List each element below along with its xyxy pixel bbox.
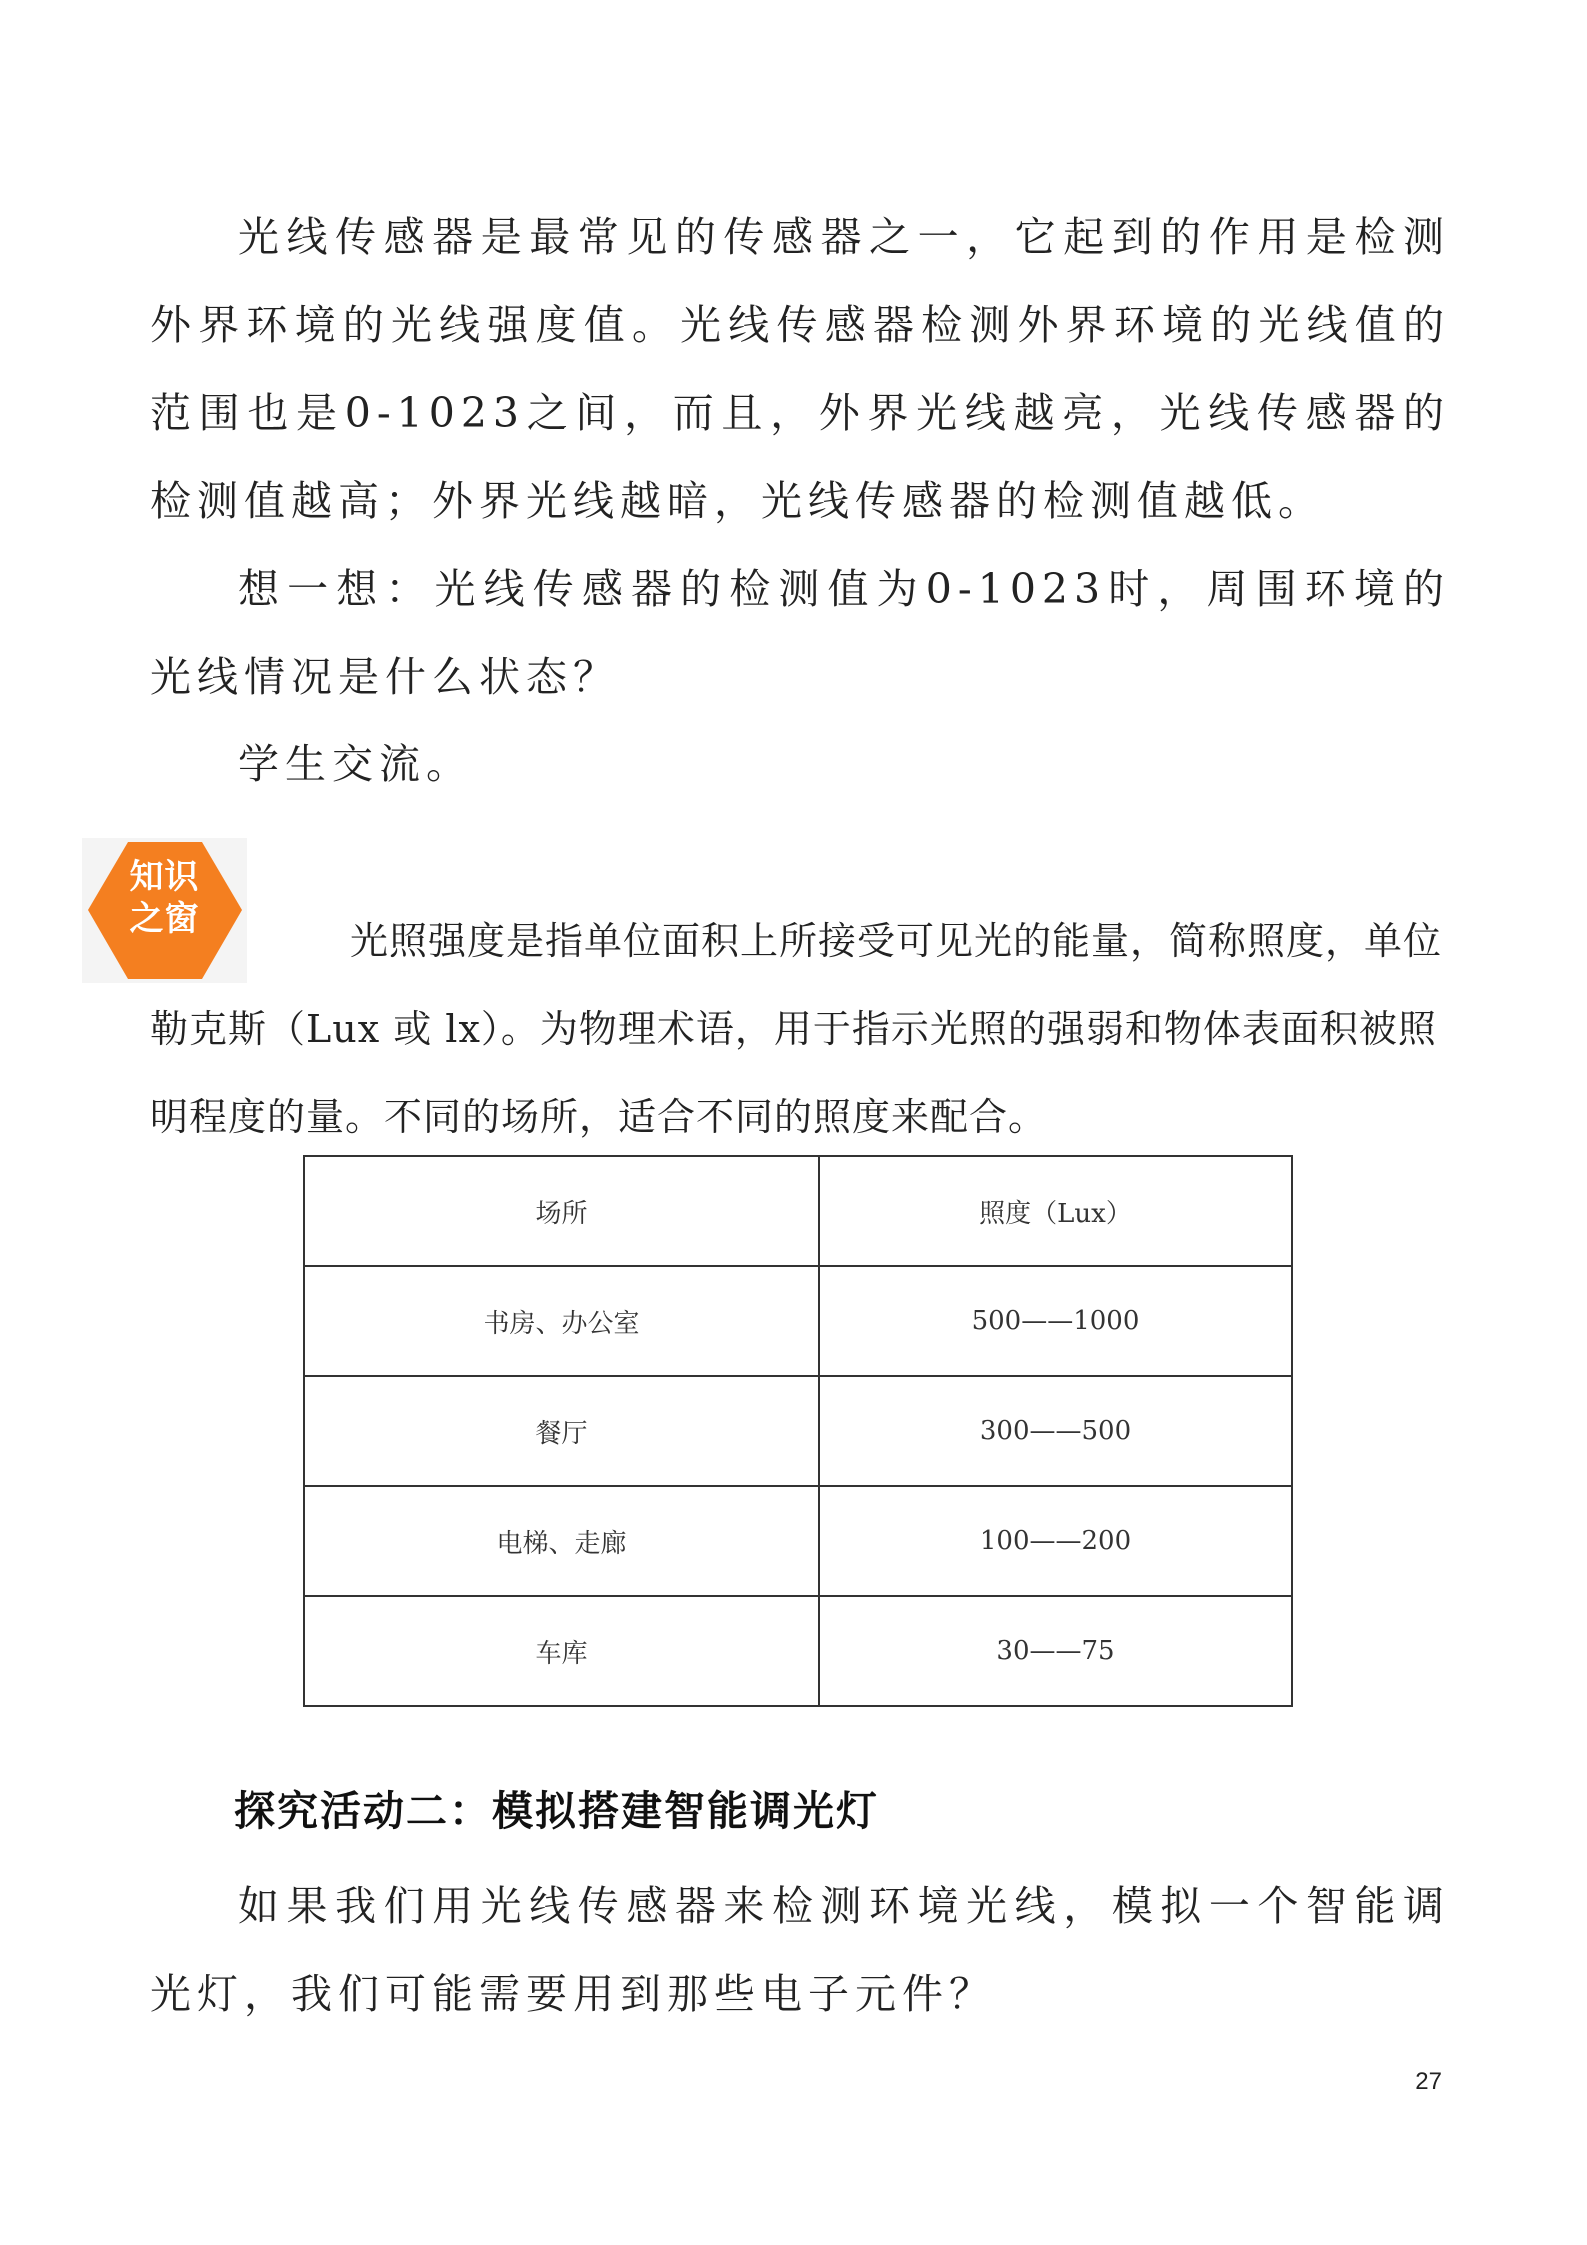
table-cell-place: 车库 [304,1596,819,1706]
table-header-lux: 照度（Lux） [819,1156,1292,1266]
table-row [304,1486,1292,1596]
table-row [304,1266,1292,1376]
student-discussion-paragraph: 学生交流。 [238,740,473,788]
table-cell-place: 电梯、走廊 [304,1486,819,1596]
intro-paragraph: 光线传感器是最常见的传感器之一，它起到的作用是检测外界环境的光线强度值。光线传感器检测外界环境的光线值的范围也是0-1023之间，而且，外界光线越亮，光线传感器的检测值越高；外界光线越暗，光线传感器的检测值越低。 [150,213,1450,525]
table-row [304,1376,1292,1486]
table-cell-lux: 30——75 [819,1596,1292,1706]
page-number: 27 [1415,2068,1442,2095]
think-question-paragraph: 想一想：光线传感器的检测值为0-1023时，周围环境的光线情况是什么状态？ [150,565,1450,701]
table-header-place: 场所 [304,1156,819,1266]
section-heading: 探究活动二：模拟搭建智能调光灯 [234,1787,879,1835]
badge-label-line1: 知识 [129,857,200,897]
table-cell-lux: 500——1000 [819,1266,1292,1376]
table-header-row [304,1156,1292,1266]
table-cell-lux: 100——200 [819,1486,1292,1596]
knowledge-paragraph: 光照强度是指单位面积上所接受可见光的能量，简称照度，单位勒克斯（Lux 或 lx）。为物理术语，用于指示光照的强弱和物体表面积被照明程度的量。不同的场所，适合不同的照度来配合。 [150,919,1443,1139]
illuminance-table [303,1155,1293,1707]
table-row [304,1596,1292,1706]
table-cell-place: 餐厅 [304,1376,819,1486]
table-cell-place: 书房、办公室 [304,1266,819,1376]
badge-label-line2: 之窗 [129,899,200,939]
table-cell-lux: 300——500 [819,1376,1292,1486]
activity-question-paragraph: 如果我们用光线传感器来检测环境光线，模拟一个智能调光灯，我们可能需要用到那些电子元件？ [150,1882,1450,2018]
